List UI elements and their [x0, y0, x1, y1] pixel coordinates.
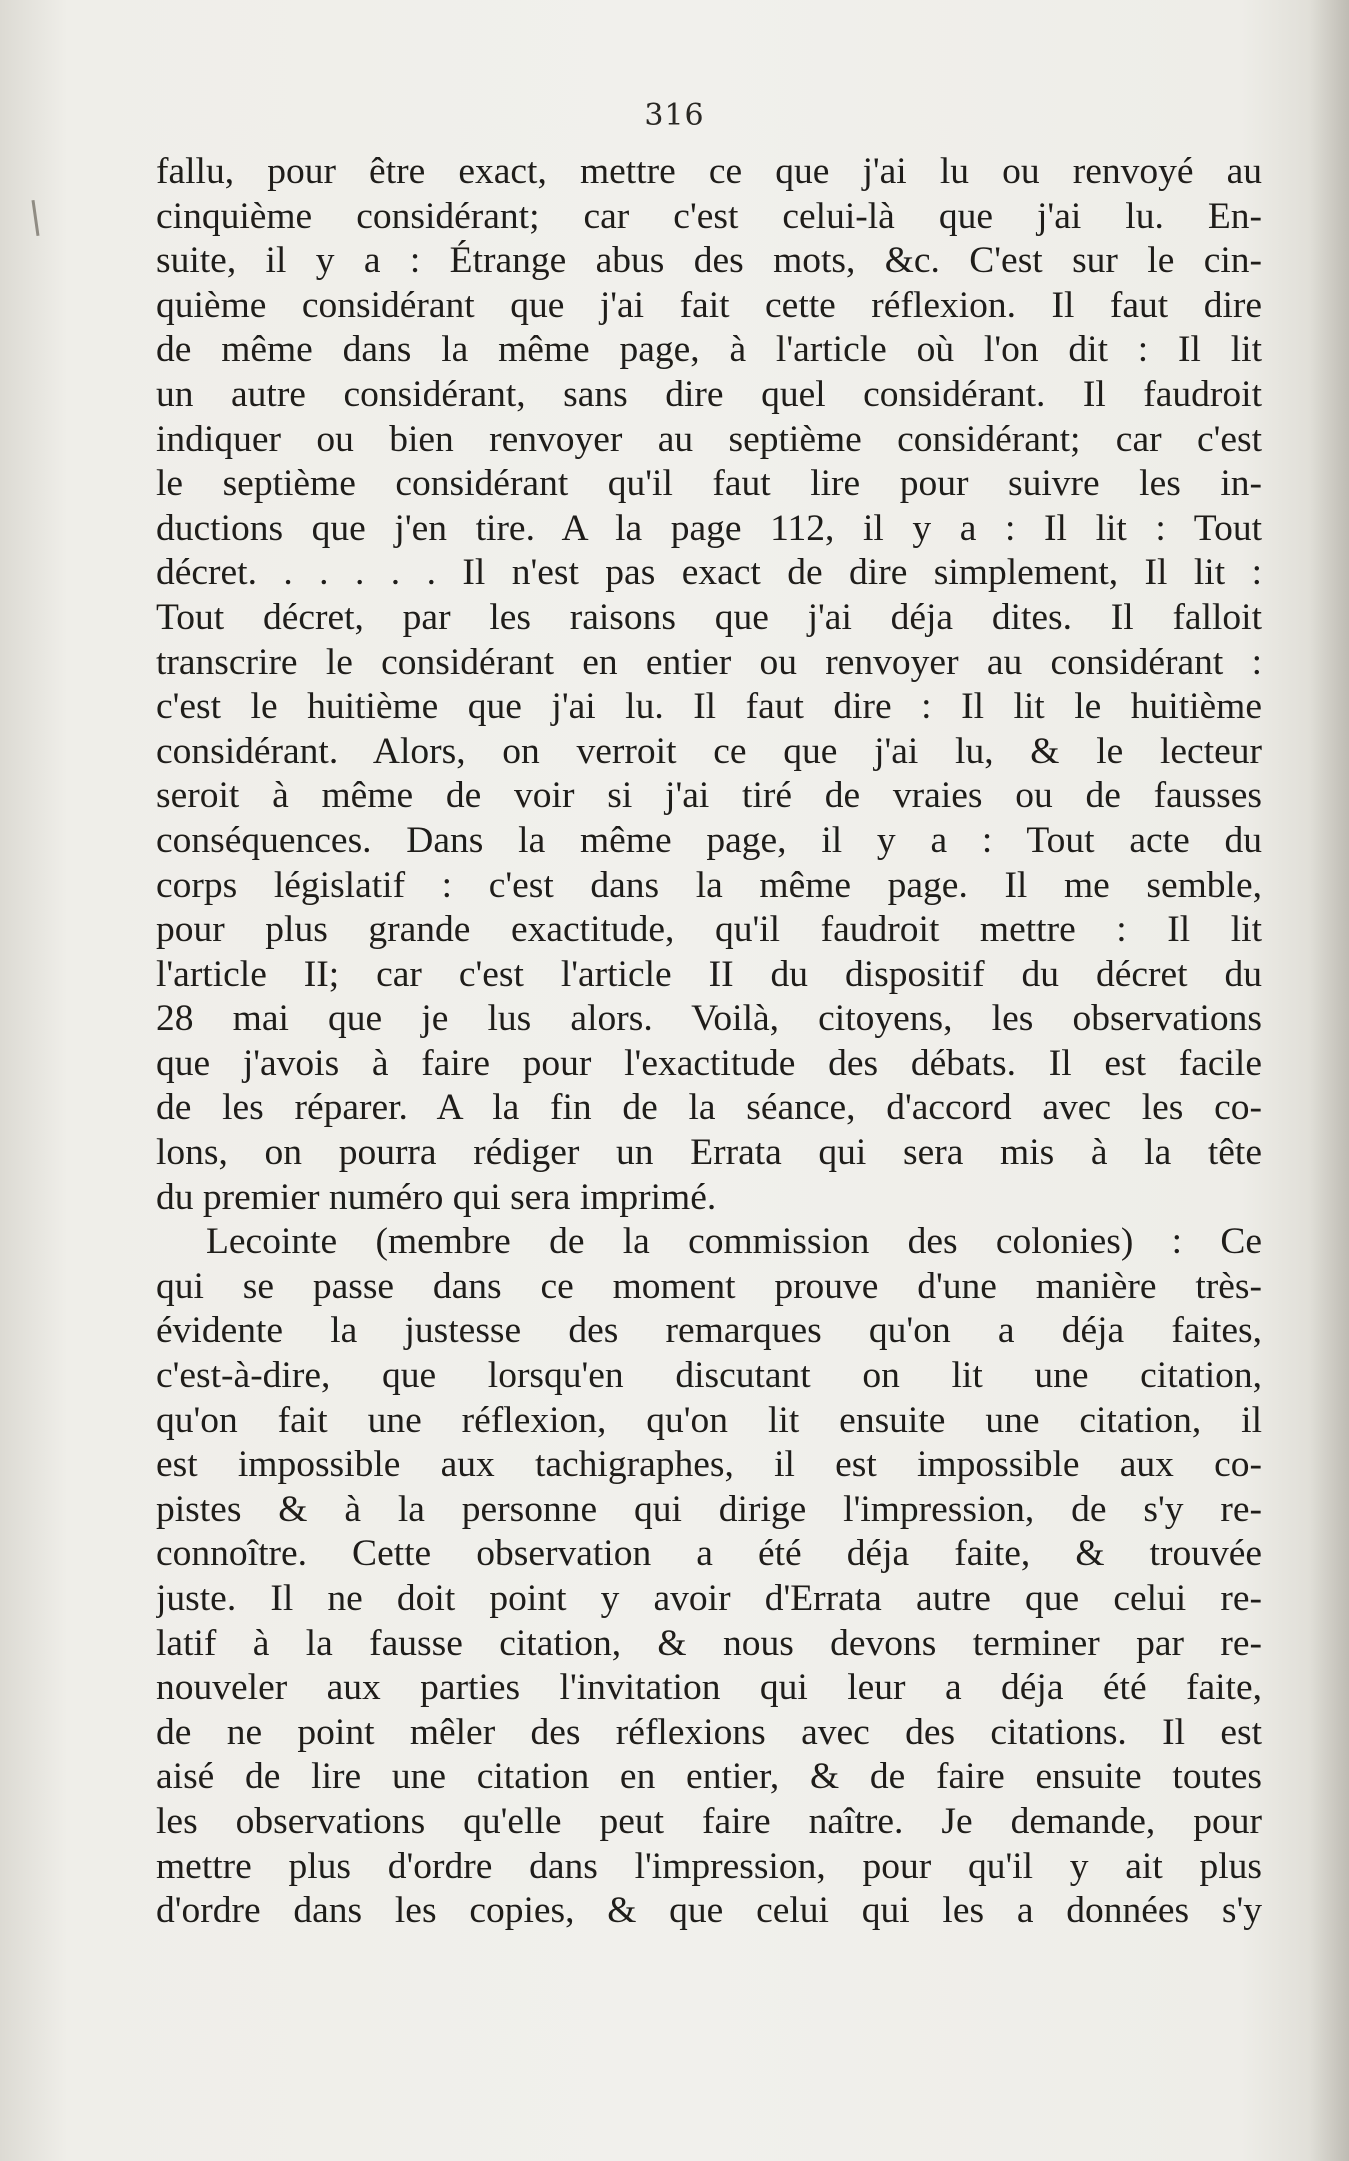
text-line: pour plus grande exactitude, qu'il faudroit mettre : Il lit: [156, 909, 1262, 951]
text-line: connoître. Cette observation a été déja faite, & trouvée: [156, 1533, 1262, 1575]
text-line: quième considérant que j'ai fait cette réflexion. Il faut dire: [156, 284, 1262, 326]
text-line: lons, on pourra rédiger un Errata qui sera mis à la tête: [156, 1132, 1262, 1174]
text-line: l'article II; car c'est l'article II du dispositif du décret du: [156, 953, 1262, 995]
margin-mark: [32, 200, 40, 236]
text-line: mettre plus d'ordre dans l'impression, pour qu'il y ait plus: [156, 1845, 1262, 1887]
text-line: aisé de lire une citation en entier, & de faire ensuite toutes: [156, 1756, 1262, 1798]
text-line: seroit à même de voir si j'ai tiré de vraies ou de fausses: [156, 775, 1262, 817]
text-line: corps législatif : c'est dans la même page. Il me semble,: [156, 864, 1262, 906]
text-line: indiquer ou bien renvoyer au septième considérant; car c'est: [156, 418, 1262, 460]
text-line: les observations qu'elle peut faire naître. Je demande, pour: [156, 1800, 1262, 1842]
text-line: fallu, pour être exact, mettre ce que j'ai lu ou renvoyé au: [156, 151, 1262, 192]
text-line: le septième considérant qu'il faut lire pour suivre les in-: [156, 463, 1262, 505]
text-line: d'ordre dans les copies, & que celui qui les a données s'y: [156, 1890, 1262, 1932]
page-edge-shadow: [1309, 0, 1349, 2161]
text-line: latif à la fausse citation, & nous devons terminer par re-: [156, 1622, 1262, 1664]
text-line: Lecointe (membre de la commission des colonies) : Ce: [206, 1221, 1262, 1263]
text-line: décret. . . . . . Il n'est pas exact de dire simplement, Il lit :: [156, 552, 1262, 594]
text-line: de ne point mêler des réflexions avec des citations. Il est: [156, 1711, 1262, 1753]
text-line: considérant. Alors, on verroit ce que j'ai lu, & le lecteur: [156, 730, 1262, 772]
text-line: cinquième considérant; car c'est celui-là que j'ai lu. En-: [156, 195, 1262, 237]
text-line: qui se passe dans ce moment prouve d'une manière très-: [156, 1265, 1262, 1307]
text-line: pistes & à la personne qui dirige l'impression, de s'y re-: [156, 1488, 1262, 1530]
text-line: est impossible aux tachigraphes, il est impossible aux co-: [156, 1444, 1262, 1486]
page-number: 316: [644, 98, 705, 133]
text-line: ductions que j'en tire. A la page 112, il y a : Il lit : Tout: [156, 507, 1262, 549]
text-line: suite, il y a : Étrange abus des mots, &c. C'est sur le cin-: [156, 240, 1262, 282]
text-line: c'est-à-dire, que lorsqu'en discutant on lit une citation,: [156, 1355, 1262, 1397]
body-text: [156, 150, 1262, 1934]
text-line: du premier numéro qui sera imprimé.: [156, 1176, 717, 1218]
text-line: un autre considérant, sans dire quel considérant. Il faudroit: [156, 373, 1262, 415]
text-line: c'est le huitième que j'ai lu. Il faut dire : Il lit le huitième: [156, 686, 1262, 728]
text-line: évidente la justesse des remarques qu'on a déja faites,: [156, 1310, 1262, 1352]
text-line: 28 mai que je lus alors. Voilà, citoyens, les observations: [156, 998, 1262, 1040]
text-line: que j'avois à faire pour l'exactitude des débats. Il est facile: [156, 1042, 1262, 1084]
text-line: de les réparer. A la fin de la séance, d'accord avec les co-: [156, 1087, 1262, 1129]
text-line: qu'on fait une réflexion, qu'on lit ensuite une citation, il: [156, 1399, 1262, 1441]
text-line: conséquences. Dans la même page, il y a : Tout acte du: [156, 819, 1262, 861]
text-line: juste. Il ne doit point y avoir d'Errata autre que celui re-: [156, 1578, 1262, 1619]
text-line: nouveler aux parties l'invitation qui leur a déja été faite,: [156, 1667, 1262, 1709]
text-line: transcrire le considérant en entier ou renvoyer au considérant :: [156, 641, 1262, 683]
text-line: de même dans la même page, à l'article où l'on dit : Il lit: [156, 329, 1262, 371]
text-line: Tout décret, par les raisons que j'ai déja dites. Il falloit: [156, 596, 1262, 638]
